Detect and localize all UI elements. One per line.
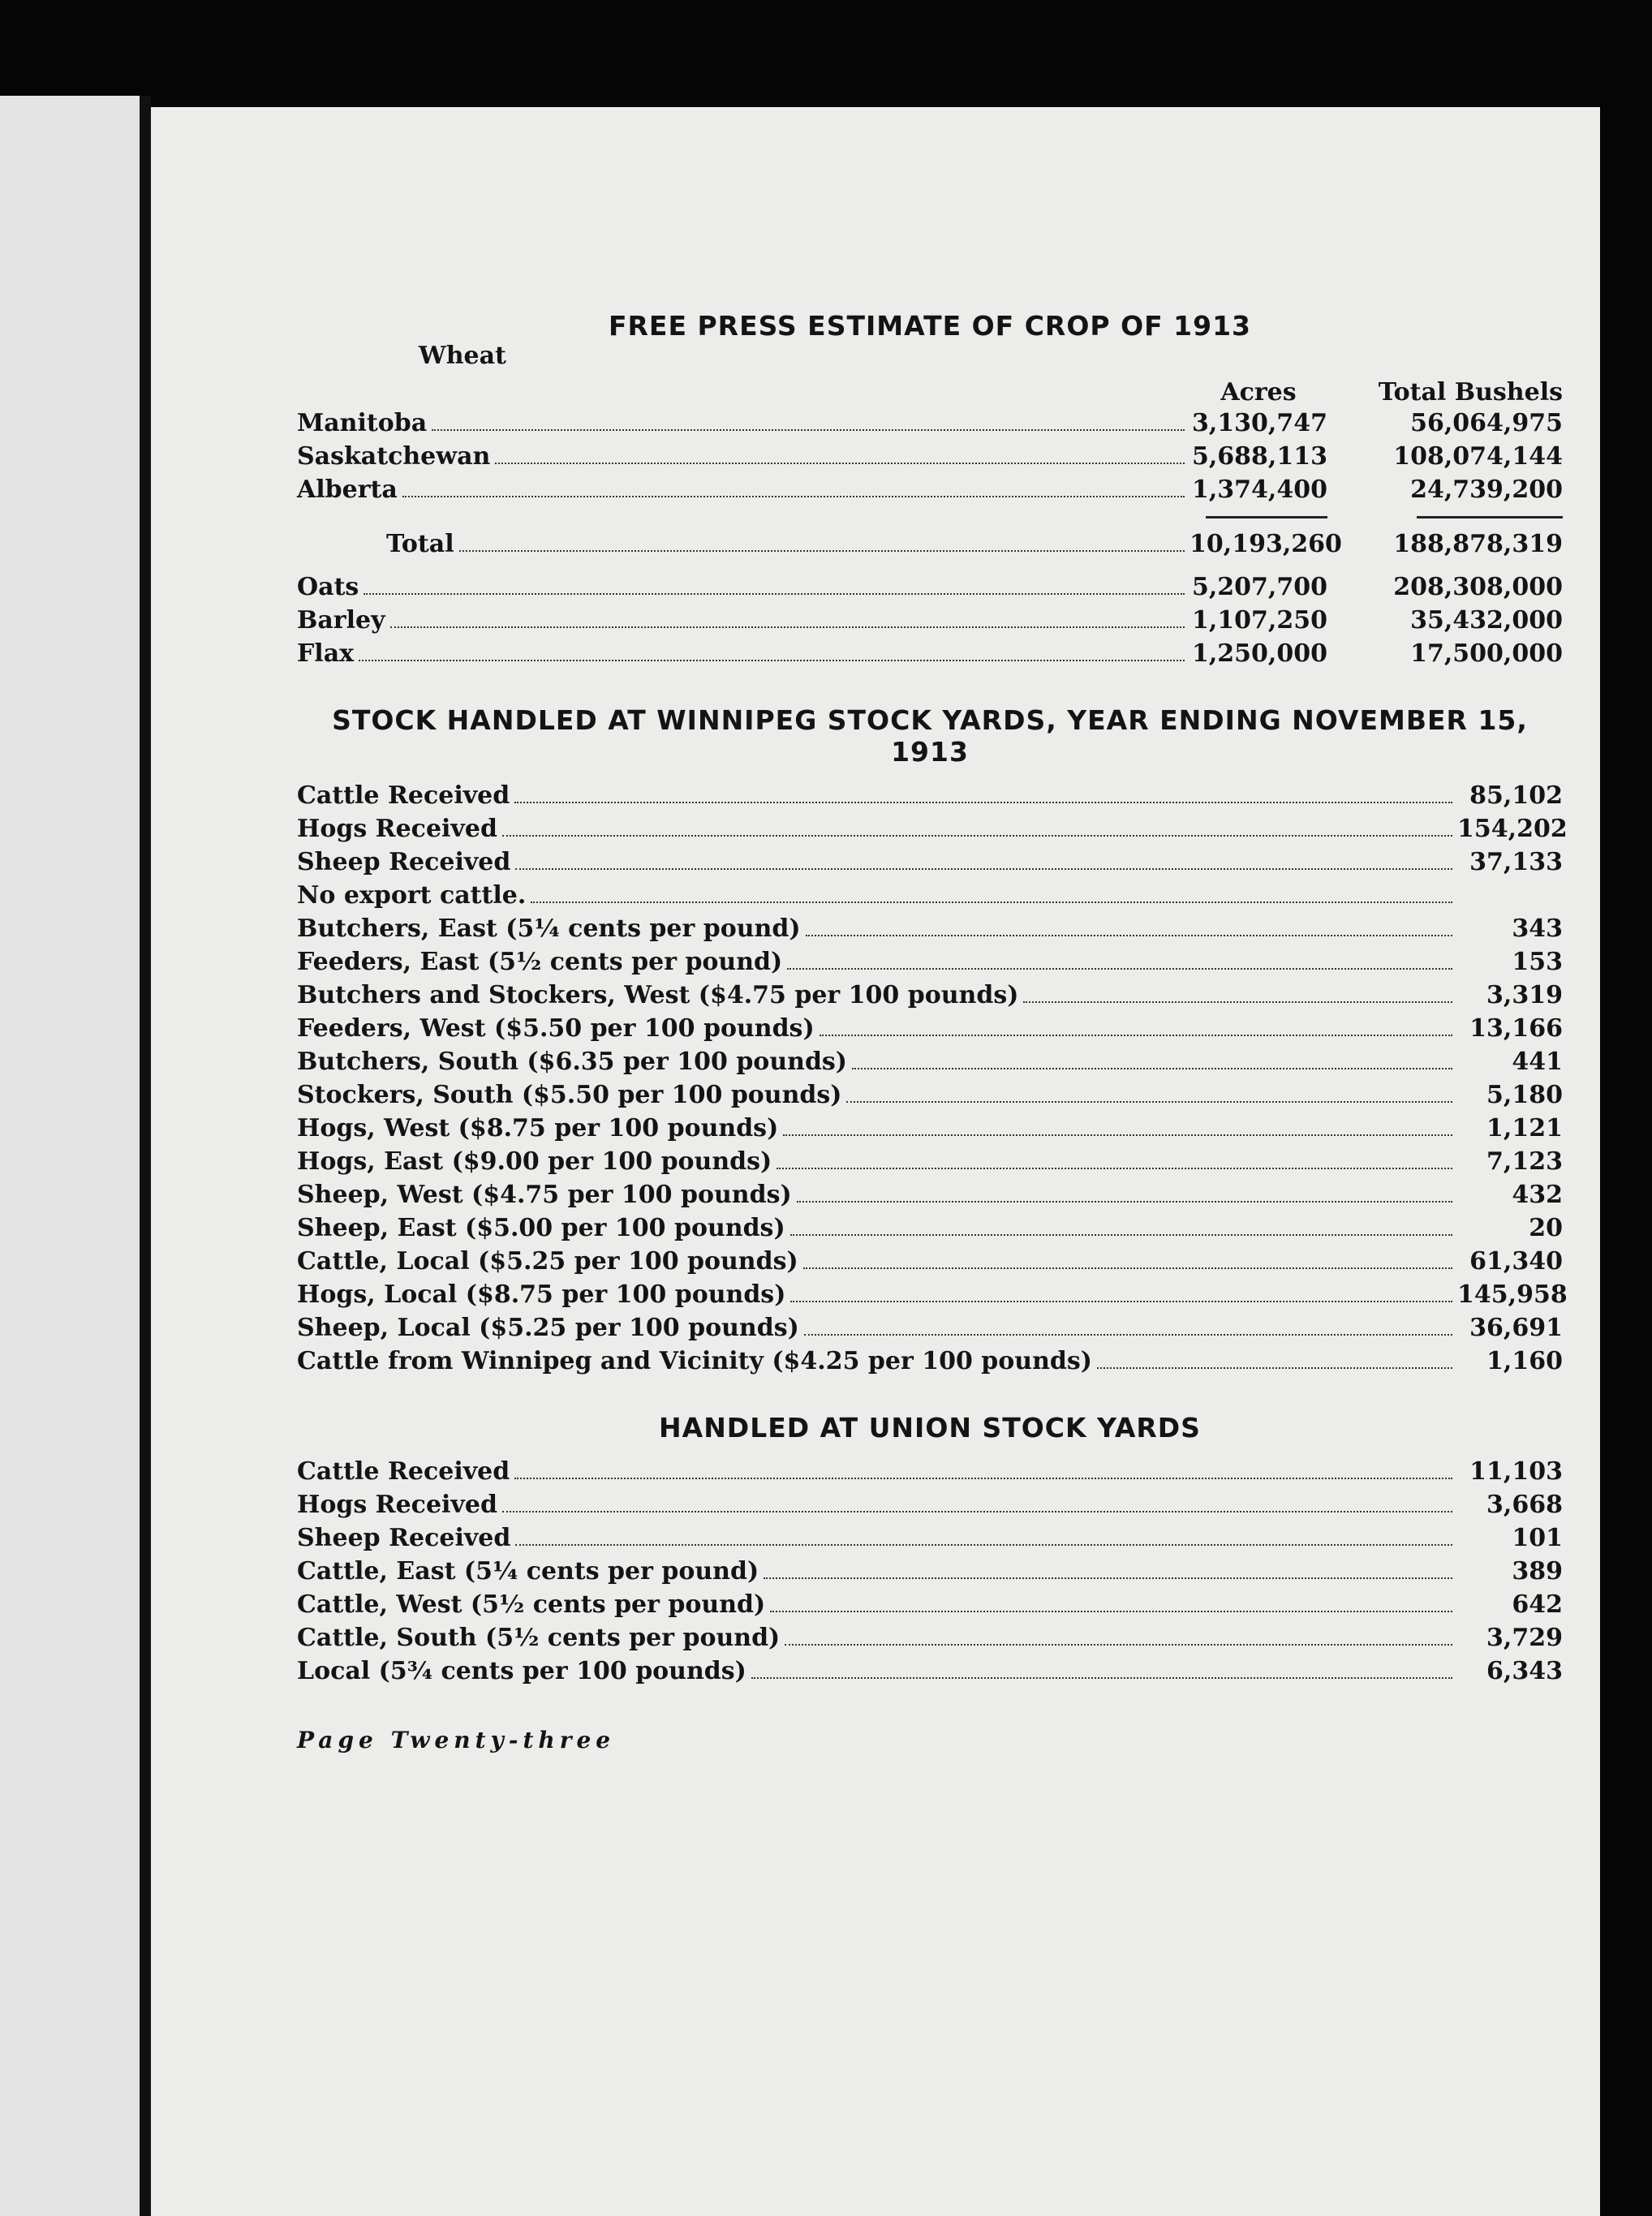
crop-row bbox=[297, 407, 1563, 440]
province-label: Alberta bbox=[297, 475, 398, 504]
stock-row bbox=[297, 1178, 1563, 1211]
page-number-footer: Page Twenty-three bbox=[297, 1727, 616, 1753]
acres-value: 1,250,000 bbox=[1191, 639, 1327, 668]
stock-value: 5,180 bbox=[1486, 1081, 1563, 1109]
bushels-column-header: Total Bushels bbox=[1378, 378, 1563, 407]
stock-label: Cattle Received bbox=[297, 1457, 510, 1486]
winnipeg-stock-title: STOCK HANDLED AT WINNIPEG STOCK YARDS, YEAR ENDING NOVEMBER 15, 1913 bbox=[332, 704, 1528, 768]
leader-dots bbox=[1023, 1001, 1452, 1003]
stock-row bbox=[297, 1311, 1563, 1345]
stock-value: 85,102 bbox=[1469, 781, 1563, 810]
wheat-rows bbox=[297, 407, 1563, 506]
leader-dots bbox=[390, 626, 1185, 628]
stock-row bbox=[297, 979, 1563, 1012]
stock-label: No export cattle. bbox=[297, 881, 527, 910]
stock-label: Cattle, Local ($5.25 per 100 pounds) bbox=[297, 1247, 798, 1276]
bushels-value: 208,308,000 bbox=[1393, 573, 1563, 601]
leader-dots bbox=[502, 1511, 1452, 1512]
stock-label: Butchers, East (5¼ cents per pound) bbox=[297, 914, 801, 943]
stock-label: Sheep, East ($5.00 per 100 pounds) bbox=[297, 1214, 785, 1242]
stock-row bbox=[297, 1245, 1563, 1278]
stock-value: 36,691 bbox=[1469, 1314, 1563, 1342]
stock-value: 3,668 bbox=[1486, 1491, 1563, 1519]
leader-dots bbox=[846, 1101, 1452, 1103]
stock-row bbox=[297, 846, 1563, 879]
stock-label: Sheep Received bbox=[297, 848, 511, 876]
stock-label: Butchers and Stockers, West ($4.75 per 100 pounds) bbox=[297, 981, 1019, 1009]
stock-row bbox=[297, 1521, 1563, 1555]
crop-table-header bbox=[297, 342, 1563, 407]
leader-dots bbox=[459, 550, 1185, 552]
left-page-edge bbox=[0, 96, 140, 2216]
stock-label: Feeders, West ($5.50 per 100 pounds) bbox=[297, 1014, 815, 1043]
stock-label: Sheep Received bbox=[297, 1524, 511, 1552]
stock-label: Sheep, West ($4.75 per 100 pounds) bbox=[297, 1181, 792, 1209]
stock-label: Cattle Received bbox=[297, 781, 510, 810]
crop-row bbox=[297, 473, 1563, 506]
stock-row bbox=[297, 812, 1568, 846]
leader-dots bbox=[515, 1544, 1452, 1546]
stock-value: 20 bbox=[1529, 1214, 1563, 1242]
stock-label: Hogs, West ($8.75 per 100 pounds) bbox=[297, 1114, 779, 1142]
crop-row bbox=[297, 637, 1563, 670]
province-label: Manitoba bbox=[297, 409, 428, 437]
stock-label: Butchers, South ($6.35 per 100 pounds) bbox=[297, 1048, 848, 1076]
book-spine bbox=[140, 96, 151, 2216]
province-label: Saskatchewan bbox=[297, 442, 491, 471]
leader-dots bbox=[820, 1035, 1452, 1036]
stock-label: Hogs Received bbox=[297, 1491, 497, 1519]
stock-value: 6,343 bbox=[1486, 1657, 1563, 1685]
leader-dots bbox=[531, 901, 1452, 903]
stock-value: 389 bbox=[1512, 1557, 1563, 1586]
leader-dots bbox=[502, 835, 1452, 837]
crop-label: Barley bbox=[297, 606, 385, 635]
winnipeg-stock-list bbox=[297, 779, 1568, 1378]
crop-row bbox=[297, 570, 1563, 604]
stock-value: 101 bbox=[1512, 1524, 1563, 1552]
acres-value: 5,688,113 bbox=[1191, 442, 1327, 471]
acres-value: 3,130,747 bbox=[1191, 409, 1327, 437]
leader-dots bbox=[787, 968, 1452, 970]
stock-row bbox=[297, 1588, 1563, 1621]
crop-row bbox=[297, 440, 1563, 473]
total-rule bbox=[297, 506, 1563, 527]
leader-dots bbox=[803, 1267, 1452, 1269]
leader-dots bbox=[1097, 1367, 1452, 1369]
stock-label: Sheep, Local ($5.25 per 100 pounds) bbox=[297, 1314, 799, 1342]
leader-dots bbox=[359, 660, 1185, 661]
stock-value: 343 bbox=[1512, 914, 1563, 943]
stock-row bbox=[297, 1211, 1563, 1245]
leader-dots bbox=[751, 1677, 1452, 1679]
crop-estimate-title: FREE PRESS ESTIMATE OF CROP OF 1913 bbox=[608, 310, 1252, 342]
leader-dots bbox=[770, 1611, 1452, 1612]
stock-row bbox=[297, 1455, 1563, 1488]
stock-row bbox=[297, 879, 1563, 912]
union-stock-title: HANDLED AT UNION STOCK YARDS bbox=[659, 1412, 1201, 1444]
stock-row bbox=[297, 1112, 1563, 1145]
stock-label: Feeders, East (5½ cents per pound) bbox=[297, 948, 783, 976]
stock-value: 11,103 bbox=[1469, 1457, 1563, 1486]
stock-label: Cattle, East (5¼ cents per pound) bbox=[297, 1557, 759, 1586]
acres-value: 5,207,700 bbox=[1191, 573, 1327, 601]
bushels-value: 35,432,000 bbox=[1410, 606, 1563, 635]
stock-label: Hogs Received bbox=[297, 815, 497, 843]
leader-dots bbox=[804, 1334, 1452, 1336]
bushels-value: 108,074,144 bbox=[1393, 442, 1563, 471]
leader-dots bbox=[514, 802, 1452, 803]
crop-row bbox=[297, 604, 1563, 637]
stock-value: 3,319 bbox=[1486, 981, 1563, 1009]
stock-label: Cattle from Winnipeg and Vicinity ($4.25 per 100 pounds) bbox=[297, 1347, 1092, 1375]
leader-dots bbox=[514, 1478, 1452, 1479]
bushels-value: 24,739,200 bbox=[1410, 475, 1563, 504]
stock-row bbox=[297, 1012, 1563, 1045]
leader-dots bbox=[432, 429, 1185, 431]
stock-row bbox=[297, 1555, 1563, 1588]
leader-dots bbox=[790, 1234, 1452, 1236]
stock-value: 154,202 bbox=[1457, 815, 1568, 843]
union-stock-list bbox=[297, 1455, 1563, 1688]
stock-row bbox=[297, 1345, 1563, 1378]
stock-row bbox=[297, 1145, 1563, 1178]
leader-dots bbox=[852, 1068, 1452, 1069]
leader-dots bbox=[402, 496, 1185, 497]
leader-dots bbox=[364, 593, 1185, 595]
wheat-heading: Wheat bbox=[419, 342, 506, 370]
stock-row bbox=[297, 1078, 1563, 1112]
stock-value: 61,340 bbox=[1469, 1247, 1563, 1276]
leader-dots bbox=[806, 935, 1452, 936]
bushels-value: 17,500,000 bbox=[1410, 639, 1563, 668]
stock-value: 145,958 bbox=[1457, 1280, 1568, 1309]
crop-label: Oats bbox=[297, 573, 359, 601]
leader-dots bbox=[495, 463, 1185, 464]
stock-label: Hogs, East ($9.00 per 100 pounds) bbox=[297, 1147, 772, 1176]
acres-column-header: Acres bbox=[1220, 378, 1297, 407]
acres-value: 1,107,250 bbox=[1191, 606, 1327, 635]
bushels-value: 56,064,975 bbox=[1410, 409, 1563, 437]
stock-row bbox=[297, 1045, 1563, 1078]
crop-label: Flax bbox=[297, 639, 355, 668]
leader-dots bbox=[797, 1201, 1452, 1203]
acres-value: 1,374,400 bbox=[1191, 475, 1327, 504]
stock-value: 432 bbox=[1512, 1181, 1563, 1209]
stock-row bbox=[297, 1278, 1568, 1311]
stock-value: 153 bbox=[1512, 948, 1563, 976]
stock-row bbox=[297, 1488, 1563, 1521]
stock-value: 7,123 bbox=[1486, 1147, 1563, 1176]
stock-label: Cattle, West (5½ cents per pound) bbox=[297, 1590, 766, 1619]
leader-dots bbox=[790, 1301, 1452, 1302]
document-page bbox=[151, 107, 1600, 2216]
total-bushels: 188,878,319 bbox=[1393, 530, 1563, 558]
leader-dots bbox=[785, 1644, 1452, 1646]
leader-dots bbox=[515, 868, 1452, 870]
stock-label: Cattle, South (5½ cents per pound) bbox=[297, 1624, 781, 1652]
stock-value: 3,729 bbox=[1486, 1624, 1563, 1652]
other-crop-rows bbox=[297, 570, 1563, 670]
stock-label: Hogs, Local ($8.75 per 100 pounds) bbox=[297, 1280, 786, 1309]
stock-row bbox=[297, 779, 1563, 812]
leader-dots bbox=[764, 1577, 1452, 1579]
stock-row bbox=[297, 1654, 1563, 1688]
stock-value: 1,121 bbox=[1486, 1114, 1563, 1142]
leader-dots bbox=[783, 1134, 1452, 1136]
total-label: Total bbox=[386, 530, 454, 558]
leader-dots bbox=[777, 1168, 1452, 1169]
stock-label: Local (5¾ cents per 100 pounds) bbox=[297, 1657, 746, 1685]
total-acres: 10,193,260 bbox=[1190, 530, 1342, 558]
stock-value: 13,166 bbox=[1469, 1014, 1563, 1043]
stock-value: 441 bbox=[1512, 1048, 1563, 1076]
stock-value: 1,160 bbox=[1486, 1347, 1563, 1375]
stock-row bbox=[297, 912, 1563, 945]
stock-row bbox=[297, 945, 1563, 979]
stock-value: 37,133 bbox=[1469, 848, 1563, 876]
stock-label: Stockers, South ($5.50 per 100 pounds) bbox=[297, 1081, 842, 1109]
wheat-total-row bbox=[297, 527, 1563, 561]
page-content bbox=[297, 310, 1568, 1753]
stock-row bbox=[297, 1621, 1563, 1654]
stock-value: 642 bbox=[1512, 1590, 1563, 1619]
